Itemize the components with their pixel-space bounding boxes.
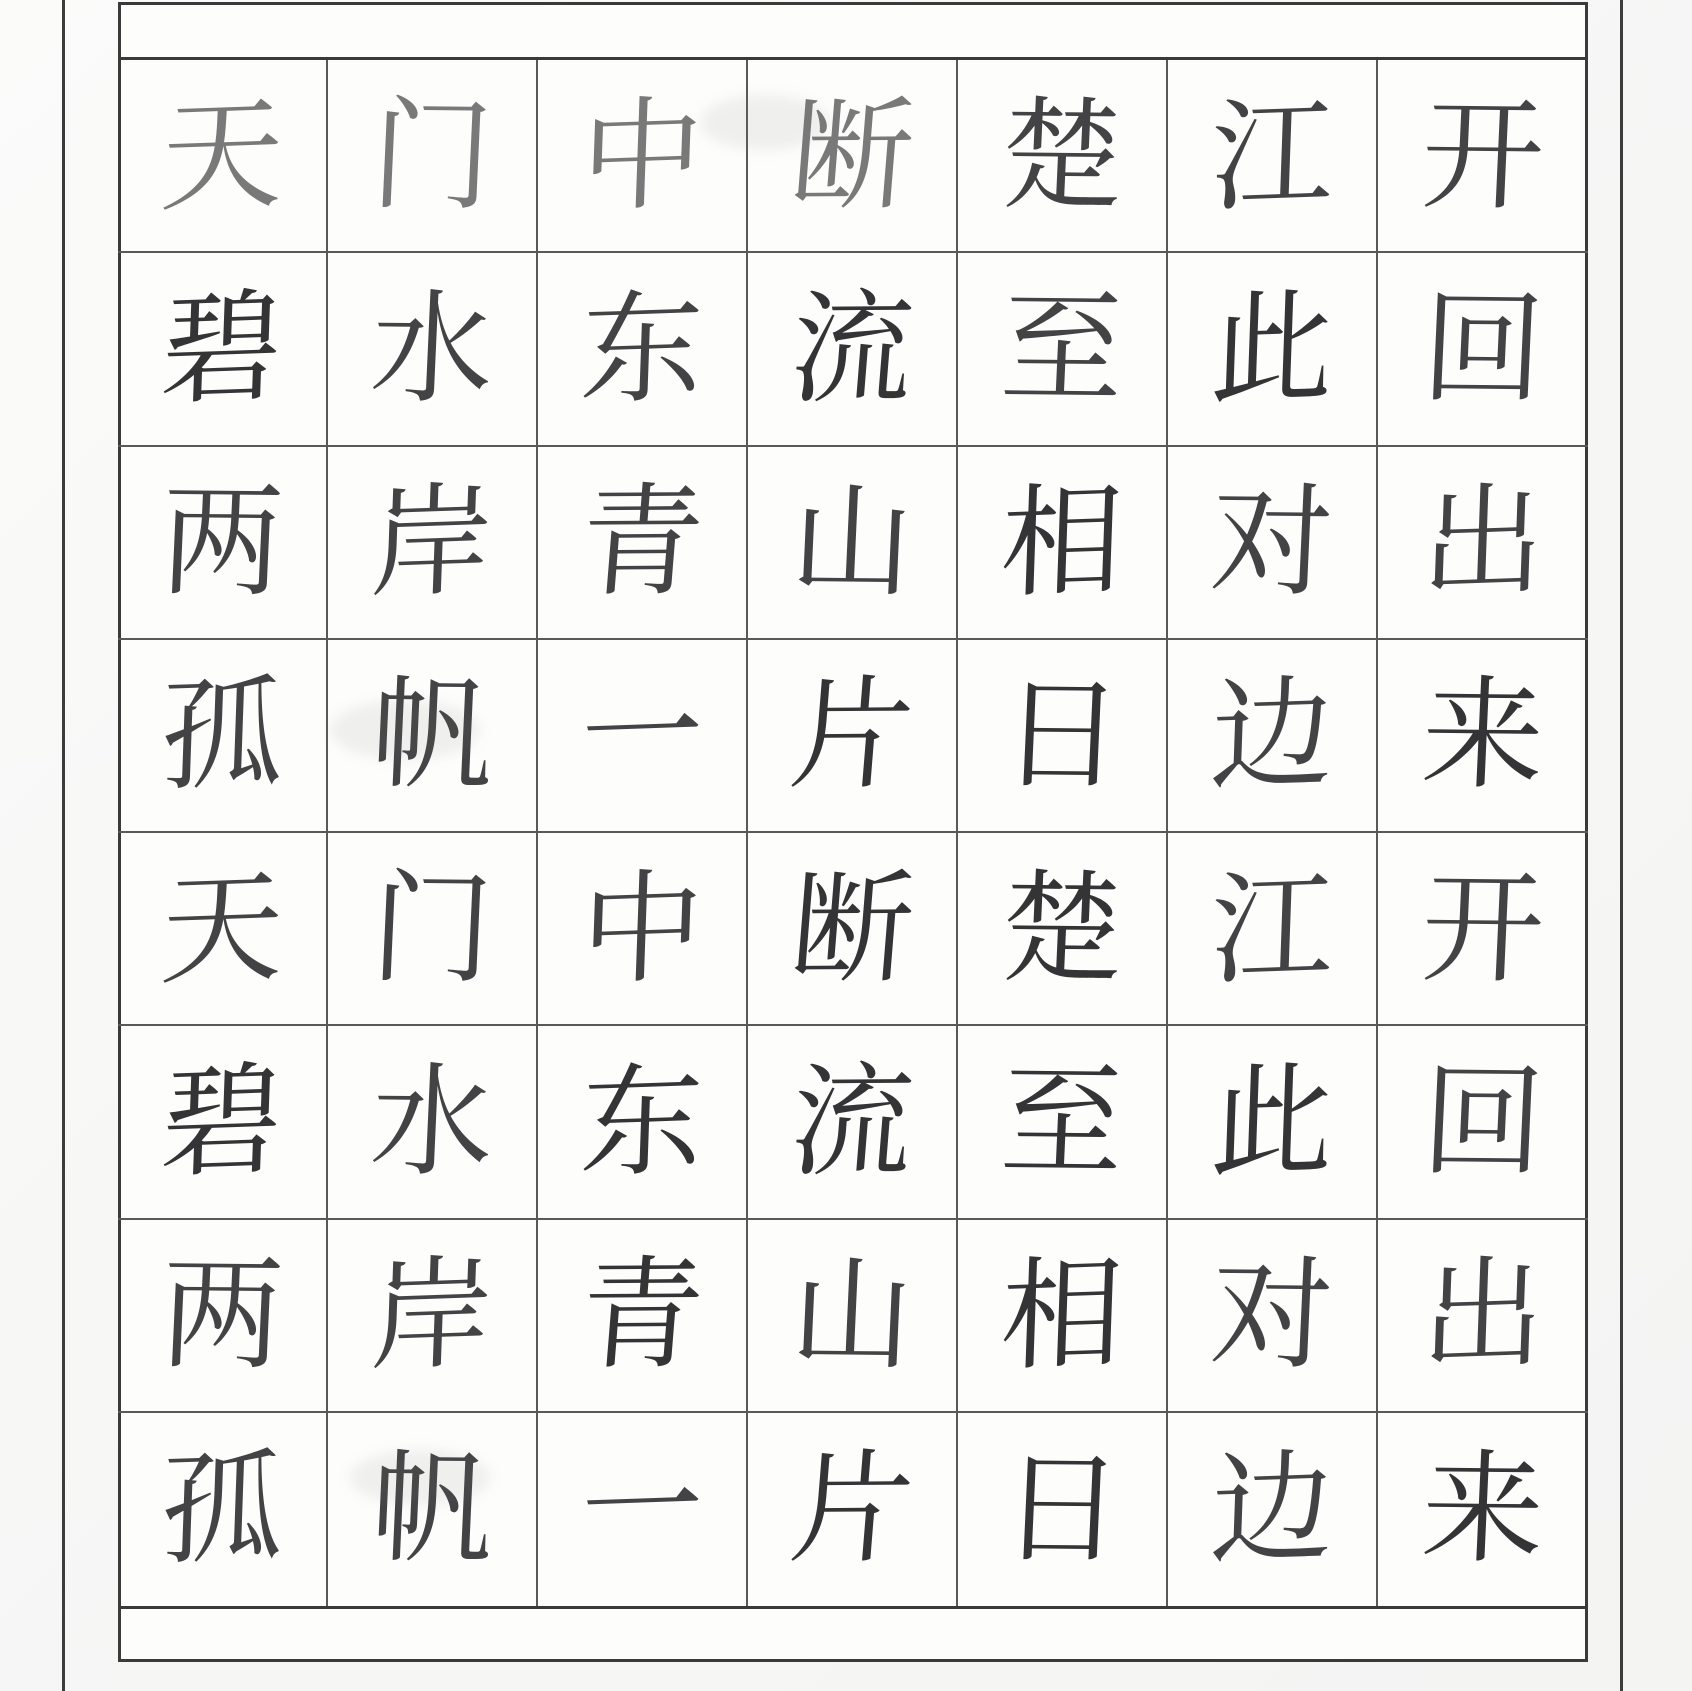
grid-cell (1168, 1220, 1378, 1413)
handwritten-character: 东 (578, 275, 706, 422)
handwritten-character: 帆 (367, 1437, 497, 1582)
grid-cell (958, 640, 1168, 833)
grid-cell (538, 60, 748, 253)
grid-cell (1168, 60, 1378, 253)
handwritten-character: 对 (1207, 1243, 1337, 1387)
grid-cell (538, 1220, 748, 1413)
handwritten-character: 断 (785, 84, 919, 228)
footer-band (118, 1606, 1588, 1662)
grid-cell (748, 1413, 958, 1606)
grid-cell (1378, 1413, 1588, 1606)
grid-cell (1168, 253, 1378, 446)
handwritten-character: 断 (785, 857, 919, 1001)
grid-cell (118, 640, 328, 833)
grid-cell (328, 447, 538, 640)
handwritten-character: 日 (997, 1437, 1127, 1582)
grid-cell (748, 253, 958, 446)
handwritten-character: 至 (997, 1050, 1127, 1194)
handwritten-character: 流 (785, 1050, 919, 1194)
handwritten-character: 青 (575, 470, 709, 614)
handwritten-character: 山 (787, 470, 917, 614)
handwritten-character: 孤 (158, 1436, 286, 1583)
grid-cell (118, 1413, 328, 1606)
character-grid (118, 60, 1588, 1606)
handwritten-character: 楚 (997, 856, 1127, 1001)
handwritten-character: 开 (1418, 856, 1548, 1001)
grid-cell (1168, 447, 1378, 640)
handwritten-character: 回 (1418, 277, 1548, 421)
handwritten-character: 相 (998, 469, 1126, 616)
grid-cell (748, 60, 958, 253)
handwritten-character: 来 (1418, 1437, 1548, 1582)
grid-cell (118, 60, 328, 253)
grid-cell (538, 253, 748, 446)
grid-cell (748, 1026, 958, 1219)
grid-cell (328, 640, 538, 833)
handwritten-character: 中 (578, 82, 706, 229)
grid-cell (118, 1026, 328, 1219)
handwritten-character: 边 (1208, 1436, 1336, 1583)
grid-cell (1168, 833, 1378, 1026)
handwritten-character: 岸 (368, 469, 496, 616)
grid-cell (538, 640, 748, 833)
handwritten-character: 出 (1419, 469, 1547, 616)
handwritten-character: 碧 (158, 275, 286, 422)
handwritten-character: 门 (367, 83, 497, 228)
handwritten-character: 开 (1418, 83, 1548, 228)
handwritten-character: 水 (367, 1050, 497, 1194)
grid-cell (1378, 447, 1588, 640)
header-band (118, 2, 1588, 60)
handwritten-character: 楚 (997, 83, 1127, 228)
grid-cell (748, 447, 958, 640)
handwritten-character: 天 (158, 82, 286, 229)
handwritten-character: 两 (157, 1243, 287, 1387)
handwritten-character: 帆 (367, 663, 497, 808)
handwritten-character: 碧 (158, 1048, 286, 1195)
grid-cell (538, 447, 748, 640)
handwritten-character: 相 (998, 1242, 1126, 1389)
grid-cell (1378, 60, 1588, 253)
handwritten-character: 天 (158, 855, 286, 1002)
grid-cell (1168, 640, 1378, 833)
handwritten-character: 回 (1418, 1050, 1548, 1194)
grid-cell (118, 253, 328, 446)
handwritten-character: 至 (997, 277, 1127, 421)
grid-cell (958, 253, 1168, 446)
handwritten-character: 边 (1208, 662, 1336, 809)
grid-cell (1378, 640, 1588, 833)
handwritten-character: 江 (1208, 855, 1336, 1002)
grid-cell (958, 447, 1168, 640)
grid-cell (748, 1220, 958, 1413)
grid-cell (538, 1413, 748, 1606)
handwritten-character: 对 (1207, 470, 1337, 614)
right-margin-rule (1620, 0, 1623, 1691)
grid-cell (538, 833, 748, 1026)
grid-cell (328, 1413, 538, 1606)
grid-cell (328, 60, 538, 253)
grid-cell (958, 1026, 1168, 1219)
grid-cell (1168, 1026, 1378, 1219)
grid-cell (958, 1413, 1168, 1606)
grid-cell (1168, 1413, 1378, 1606)
grid-cell (958, 1220, 1168, 1413)
handwritten-character: 东 (578, 1048, 706, 1195)
handwritten-character: 片 (785, 1437, 919, 1581)
grid-cell (328, 833, 538, 1026)
grid-cell (1378, 833, 1588, 1026)
handwritten-character: 孤 (158, 662, 286, 809)
grid-cell (328, 1026, 538, 1219)
handwritten-character: 出 (1419, 1242, 1547, 1389)
grid-cell (958, 60, 1168, 253)
handwritten-character: 日 (997, 663, 1127, 808)
handwritten-character: 水 (367, 277, 497, 421)
handwritten-character: 青 (575, 1243, 709, 1387)
grid-cell (328, 253, 538, 446)
handwritten-character: 一 (578, 1436, 706, 1583)
grid-cell (328, 1220, 538, 1413)
handwritten-character: 两 (157, 470, 287, 614)
grid-cell (118, 1220, 328, 1413)
grid-cell (118, 833, 328, 1026)
handwritten-character: 门 (367, 856, 497, 1001)
handwritten-character: 江 (1208, 82, 1336, 229)
handwritten-character: 来 (1418, 663, 1548, 808)
grid-cell (118, 447, 328, 640)
grid-cell (1378, 1220, 1588, 1413)
grid-cell (538, 1026, 748, 1219)
left-margin-rule (62, 0, 65, 1691)
grid-cell (958, 833, 1168, 1026)
grid-cell (1378, 253, 1588, 446)
handwritten-character: 此 (1208, 275, 1336, 422)
handwritten-character: 一 (578, 662, 706, 809)
grid-cell (748, 833, 958, 1026)
grid-cell (748, 640, 958, 833)
handwritten-character: 山 (787, 1243, 917, 1387)
handwritten-character: 片 (785, 663, 919, 807)
handwritten-character: 岸 (368, 1242, 496, 1389)
grid-cell (1378, 1026, 1588, 1219)
handwritten-character: 流 (785, 277, 919, 421)
handwritten-character: 中 (578, 855, 706, 1002)
handwritten-character: 此 (1208, 1048, 1336, 1195)
